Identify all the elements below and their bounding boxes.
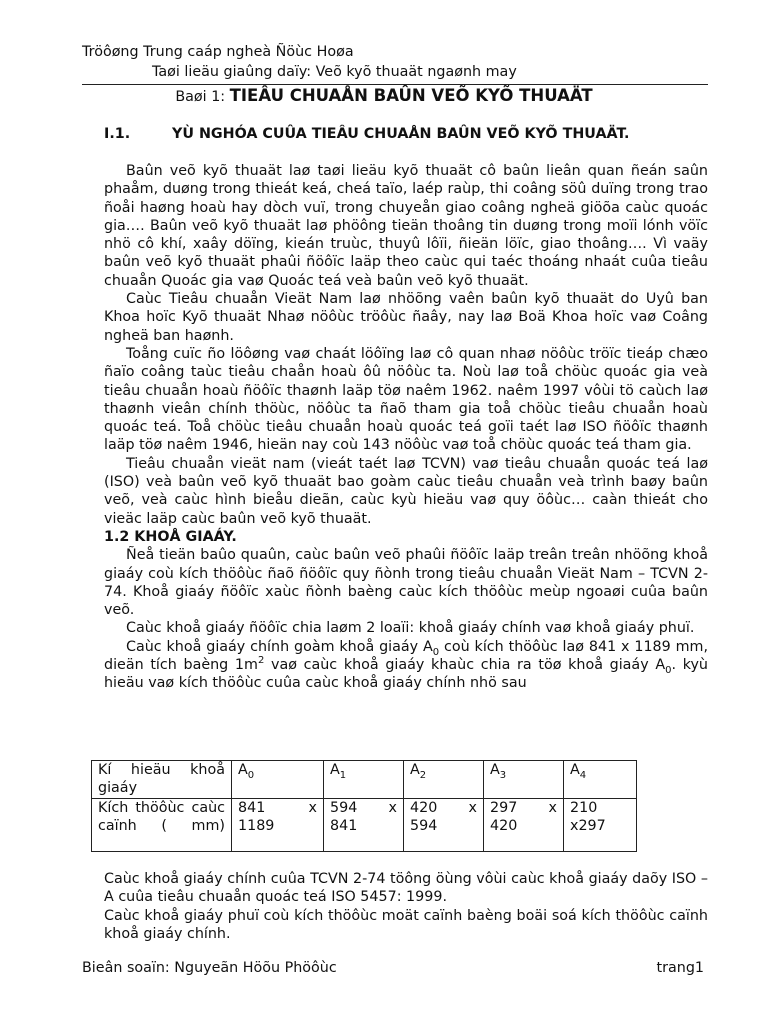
table-cell	[232, 798, 324, 851]
header-divider	[82, 84, 708, 85]
section-2-paragraph-2: Caùc khoå giaáy ñöôïc chia laøm 2 loaïi: khoå giaáy chính vaø khoå giaáy phuï.	[126, 620, 695, 637]
row-label-symbol	[92, 761, 232, 799]
cell-text: A	[330, 762, 340, 778]
cell-text: A	[570, 762, 580, 778]
table-cell	[404, 761, 484, 799]
paragraph-2: Caùc Tieâu chuaån Vieät Nam laø nhöõng vaên baûn kyõ thuaät do Uyû ban Khoa hoïc Kyõ thuaät Nhaø nöôùc tröôùc ñaây, nay laø Boä Khoa hoïc vaø Coâng ngheä ban haønh.	[104, 291, 708, 344]
subscript: 2	[419, 769, 427, 781]
cell-text: x	[388, 799, 397, 816]
table-cell	[484, 761, 564, 799]
table-cell	[324, 761, 404, 799]
table-cell	[232, 761, 324, 799]
cell-text: 210	[570, 799, 598, 816]
document-name: Taøi lieäu giaûng daïy: Veõ kyõ thuaät ngaønh may	[152, 64, 517, 80]
lesson-title	[0, 86, 768, 105]
text-run: coù kích thöôùc laø 841 x 1189 mm, dieän tích baèng 1m	[104, 638, 708, 674]
cell-text: A	[490, 762, 500, 778]
table-cell	[564, 761, 637, 799]
subscript: 1	[339, 769, 347, 781]
subscript: 4	[579, 769, 587, 781]
table-cell	[564, 798, 637, 851]
cell-text: 841	[330, 817, 358, 834]
after-table-text	[104, 870, 708, 943]
cell-text: x297	[570, 817, 606, 834]
section-1-number: I.1.	[104, 126, 131, 142]
section-1-heading	[104, 126, 630, 142]
cell-text: A	[238, 762, 248, 778]
section-2-paragraph-1: Ñeå tieän baûo quaûn, caùc baûn veõ phaûi ñöôïc laäp treân treân nhöõng khoå giaáy coù kích thöôùc ñaõ ñöôïc quy ñònh trong tieâu chuaån Vieät Nam – TCVN 2-74. Khoå giaáy ñöôïc xaùc ñònh baèng caùc kích thöôùc meùp ngoaøi cuûa baûn veõ.	[104, 547, 708, 619]
text-run: vaø caùc khoå giaáy khaùc chia ra töø khoå giaáy A	[264, 657, 666, 674]
paper-size-table	[91, 760, 637, 852]
table-row	[92, 798, 637, 851]
paragraph-3: Toång cuïc ño löôøng vaø chaát löôïng laø cô quan nhaø nöôùc tröïc tieáp chæo ñaïo coâng taùc tieâu chaån hoaù ôû nöôùc ta. Noù laø toå chöùc quoác gia veà tieâu chuaån hoaù ñöôïc thaønh laäp töø naêm 1962. naêm 1997 vôùi tö caùch laø thaønh vieân chính thöùc, nöôùc ta ñaõ tham gia toå chöùc tieâu chuaån hoaù quoác teá. Toå chöùc tieâu chuaån hoaù quoác teá goïi taét laø ISO ñöôïc thaønh laäp töø naêm 1946, hieän nay coù 143 nöôùc vaø toå chöùc quoác teá tham gia.	[104, 345, 708, 454]
cell-text: 594	[410, 817, 438, 834]
text-run: Caùc khoå giaáy chính goàm khoå giaáy A	[126, 638, 433, 655]
text-run: . kyù hieäu vaø kích thöôùc cuûa caùc khoå giaáy chính nhö sau	[104, 657, 708, 692]
subscript: 0	[665, 664, 672, 676]
cell-text: 420	[410, 799, 438, 816]
section-2-paragraph-3	[104, 638, 708, 693]
school-name: Tröôøng Trung caáp ngheà Ñöùc Hoøa	[82, 44, 354, 60]
cell-text: x	[308, 799, 317, 816]
paragraph-4: Tieâu chuaån vieät nam (vieát taét laø TCVN) vaø tieâu chuaån quoác teá laø (ISO) veà baûn veõ kyõ thuaät bao goàm caùc tieâu chuaån veà trình baøy baûn veõ, veà caùc hình bieåu dieãn, caùc kyù hieäu vaø quy öôùc… caàn thieát cho vieäc laäp caùc baûn veõ kyõ thuaät.	[104, 455, 708, 527]
section-1-title: YÙ NGHÓA CUÛA TIEÂU CHUAÅN BAÛN VEÕ KYÕ THUAÄT.	[172, 126, 630, 142]
cell-text: 594	[330, 799, 358, 816]
lesson-main-title: TIEÂU CHUAÅN BAÛN VEÕ KYÕ THUAÄT	[229, 86, 593, 105]
cell-text: Kích thöôùc caùc caïnh ( mm)	[98, 799, 225, 834]
subscript: 3	[499, 769, 507, 781]
cell-text: 841	[238, 799, 266, 816]
cell-text: 1189	[238, 817, 275, 834]
lesson-prefix: Baøi 1:	[175, 89, 230, 105]
cell-text: 297	[490, 799, 518, 816]
subscript: 0	[432, 646, 440, 658]
footer-author: Bieân soaïn: Nguyeãn Höõu Phöôùc	[82, 960, 337, 976]
body-text	[104, 162, 708, 693]
table-cell	[324, 798, 404, 851]
subscript: 0	[247, 769, 255, 781]
cell-text: x	[468, 799, 477, 816]
table-cell	[484, 798, 564, 851]
paragraph-1: Baûn veõ kyõ thuaät laø taøi lieäu kyõ thuaät cô baûn lieân quan ñeán saûn phaåm, duøng trong thieát keá, cheá taïo, laép raùp, thi coâng söû duïng trong trao ñoåi haøng hoaù hay dòch vuï, trong chuyeån giao coâng ngheä giöõa caùc quoác gia…. Baûn veõ kyõ thuaät laø phöông tieän thoâng tin duøng trong moïi lónh vöïc nhö cô khí, xaây döïng, kieán truùc, thuyû lôïi, ñieän löïc, giao thoâng…. Vì vaäy baûn veõ kyõ thuaät phaûi ñöôïc laäp theo caùc qui taéc thoáng nhaát cuûa tieâu chuaån Quoác gia vaø Quoác teá veà baûn veõ kyõ thuaät.	[104, 163, 708, 289]
after-paragraph-1: Caùc khoå giaáy chính cuûa TCVN 2-74 töông öùng vôùi caùc khoå giaáy daõy ISO – A cuûa tieâu chuaån quoác teá ISO 5457: 1999.	[104, 871, 708, 906]
cell-text: Kí hieäu khoå giaáy	[98, 762, 225, 797]
cell-text: A	[410, 762, 420, 778]
section-2-heading: 1.2 KHOÅ GIAÁY.	[104, 528, 237, 545]
after-paragraph-2: Caùc khoå giaáy phuï coù kích thöôùc moät caïnh baèng boäi soá kích thöôùc caïnh khoå giaáy chính.	[104, 907, 708, 942]
row-label-dimensions	[92, 798, 232, 851]
page-number: trang1	[656, 960, 704, 976]
cell-text: 420	[490, 817, 518, 834]
superscript: 2	[257, 655, 265, 667]
cell-text: x	[548, 799, 557, 816]
table-row	[92, 761, 637, 799]
table-cell	[404, 798, 484, 851]
